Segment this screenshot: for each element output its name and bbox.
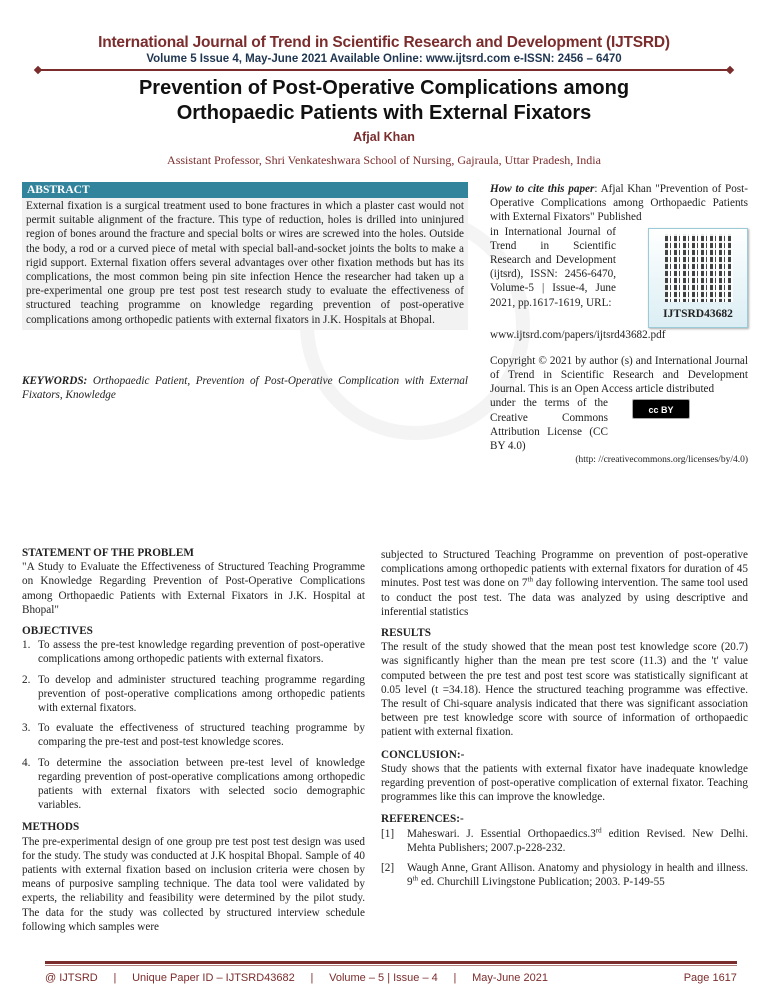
footer-divider [45, 961, 737, 964]
conclusion-text: Study shows that the patients with external fixator have inadequate knowledge regarding prevention of post-operative complication of external fixator. Teaching programmes like this can improve the knowledge. [381, 762, 748, 804]
cite-url[interactable]: www.ijtsrd.com/papers/ijtsrd43682.pdf [490, 328, 666, 341]
abstract-heading: ABSTRACT [22, 182, 468, 198]
statement-heading: STATEMENT OF THE PROBLEM [22, 547, 194, 559]
ref-text [407, 827, 748, 855]
methods-continued [381, 548, 748, 619]
footer-separator: | [113, 972, 117, 984]
methods-cont-a: subjected to Structured Teaching Programme on prevention of post-operative complications among orthopedic patients with external fixators for duration of 45 minutes. Post test was done on 7 [381, 549, 748, 590]
qr-code-icon [665, 234, 733, 302]
ref-a: Waugh Anne, Grant Allison. Anatomy and physiology in health and illness. 9 [407, 862, 748, 889]
cite-details: in International Journal of Trend in Scientific Research and Development (ijtsrd), ISSN: 2456-6470, Volume-5 | Issue-4, June 2021, pp.1617-1619, URL: [490, 225, 616, 309]
reference-item [381, 861, 748, 889]
citation-block [490, 182, 748, 467]
qr-code-box [648, 228, 748, 328]
abstract-text: External fixation is a surgical treatment used to bone fractures in which a plaster cast would not permit suitable alignment of the fracture. This type of reduction, holes is drilled into uninjured region of bones around the fracture and special bolts or wires are screwed into the holes. Outside the body, a rod or a curved piece of metal with special ball-and-socket joints the bolts to make a rigid support. External fixation offers several advantages over other fixation methods but has its complications, the most common being pin site infection Hence the researcher had taken up a pre-experimental one group pre test post test research study to evaluate the effectiveness of structured teaching programme on knowledge regarding prevention of post-operative complications among orthopedic patients with external fixators in J.K. Hospitals at Bhopal. [26, 200, 464, 326]
methods-text: The pre-experimental design of one group pre test post test design was used for the study. The study was conducted at J.K hospital Bhopal. Sample of 40 patients with external fixation based on inclusion criteria were chosen by means of purposive sampling technique. The data tool were validated by experts, the reliability and feasibility were determined by the pilot study. The data for the study was collected by structured interview schedule following which samples were [22, 835, 365, 933]
keywords-text: Orthopaedic Patient, Prevention of Post-Operative Complication with External Fixators, Knowledge [22, 375, 469, 402]
license-text: under the terms of the Creative Commons Attribution License (CC BY 4.0) [490, 397, 608, 453]
objective-item [22, 721, 365, 749]
qr-paper-id: IJTSRD43682 [663, 307, 733, 320]
sup: th [527, 575, 533, 584]
cite-row [490, 225, 748, 328]
title-line-2: Orthopaedic Patients with External Fixators [176, 102, 592, 124]
ref-b: ed. Churchill Livingstone Publication; 2003. P-149-55 [418, 876, 665, 889]
page-footer [45, 972, 737, 985]
cite-label: How to cite this paper [490, 183, 595, 195]
reference-item [381, 827, 748, 855]
footer-page-number: Page 1617 [683, 972, 737, 984]
footer-divider-thin [45, 965, 737, 966]
footer-volume: Volume – 5 | Issue – 4 [329, 972, 438, 984]
item-text: To develop and administer structured teaching programme regarding prevention of post-operative complications among orthopedic patients with external fixators. [38, 673, 365, 715]
ref-number: [2] [381, 862, 395, 875]
license-row [490, 396, 748, 453]
sup: th [412, 874, 419, 883]
ref-b: edition Revised. New Delhi. Mehta Publishers; 2007.p-228-232. [407, 827, 748, 854]
item-number: 1. [22, 639, 31, 652]
right-column [381, 548, 748, 895]
methods-cont-b: day following intervention. The same tool used to conduct the post test. The data was analyzed by using descriptive and inferential statistics [381, 577, 748, 618]
keywords-label: KEYWORDS: [22, 375, 88, 387]
cite-text: : Afjal Khan "Prevention of Post-Operative Complications among Orthopaedic Patients with External Fixators" Published [490, 183, 748, 224]
footer-separator: | [310, 972, 314, 984]
author: Afjal Khan [353, 130, 415, 144]
paper-title [0, 76, 768, 126]
footer-paper-id: Unique Paper ID – IJTSRD43682 [132, 972, 295, 984]
left-column [22, 546, 365, 934]
objective-item [22, 638, 365, 666]
ref-text [407, 861, 748, 889]
header-divider [38, 69, 730, 71]
references-heading: REFERENCES:- [381, 813, 464, 826]
item-text: To evaluate the effectiveness of structured teaching programme by comparing the pre-test and post-test knowledge scores. [38, 722, 365, 749]
item-number: 4. [22, 756, 31, 769]
objective-item [22, 673, 365, 716]
results-heading: RESULTS [381, 627, 431, 640]
results-text: The result of the study showed that the mean post test knowledge score (20.7) was significantly higher than the mean pre test score (11.3) and the 't' value computed between the pre test and post test score was statistically significant at 0.05 level (t =34.18). Hence the structured teaching programme was effective. The result of Chi-square analysis indicated that there was significant association between pre test knowledge score with source of information of orthopaedic patient with external fixation. [381, 641, 748, 739]
abstract-box [22, 182, 468, 330]
conclusion-heading: CONCLUSION:- [381, 748, 465, 761]
copyright-text: Copyright © 2021 by author (s) and International Journal of Trend in Scientific Research and Development Journal. This is an Open Access article distributed [490, 354, 748, 396]
item-text: To determine the association between pre-test level of knowledge regarding prevention of post-operative complications among orthopedic patients with external fixators with selected socio demographic variables. [38, 756, 365, 812]
footer-separator: | [453, 972, 457, 984]
cc-by-badge-icon: cc BY [632, 399, 690, 419]
footer-publisher: @ IJTSRD [45, 972, 98, 984]
ref-number: [1] [381, 827, 395, 840]
references-list [381, 827, 748, 890]
footer-date: May-June 2021 [472, 972, 548, 984]
item-text: To assess the pre-test knowledge regarding prevention of post-operative complications among orthopedic patients with external fixators. [38, 639, 365, 666]
license-url[interactable]: (http: //creativecommons.org/licenses/by/4.0) [575, 455, 748, 466]
journal-issue-line: Volume 5 Issue 4, May-June 2021 Available Online: www.ijtsrd.com e-ISSN: 2456 – 6470 [146, 53, 622, 65]
affiliation: Assistant Professor, Shri Venkateshwara School of Nursing, Gajraula, Uttar Pradesh, India [167, 153, 601, 167]
ref-a: Maheswari. J. Essential Orthopaedics.3 [407, 827, 596, 840]
item-number: 2. [22, 673, 31, 686]
item-number: 3. [22, 722, 31, 735]
objectives-list [22, 638, 365, 812]
journal-name: International Journal of Trend in Scientific Research and Development (IJTSRD) [98, 34, 670, 51]
methods-heading: METHODS [22, 821, 80, 834]
sup: rd [595, 825, 602, 834]
keywords [22, 374, 468, 402]
objective-item [22, 756, 365, 813]
objectives-heading: OBJECTIVES [22, 625, 93, 638]
title-line-1: Prevention of Post-Operative Complications among [138, 77, 630, 99]
statement-text: "A Study to Evaluate the Effectiveness of Structured Teaching Programme on Knowledge Regarding Prevention of Post-Operative Complications among Orthopaedic Patients with External Fixators in J.K. Hospital at Bhopal" [22, 561, 365, 616]
